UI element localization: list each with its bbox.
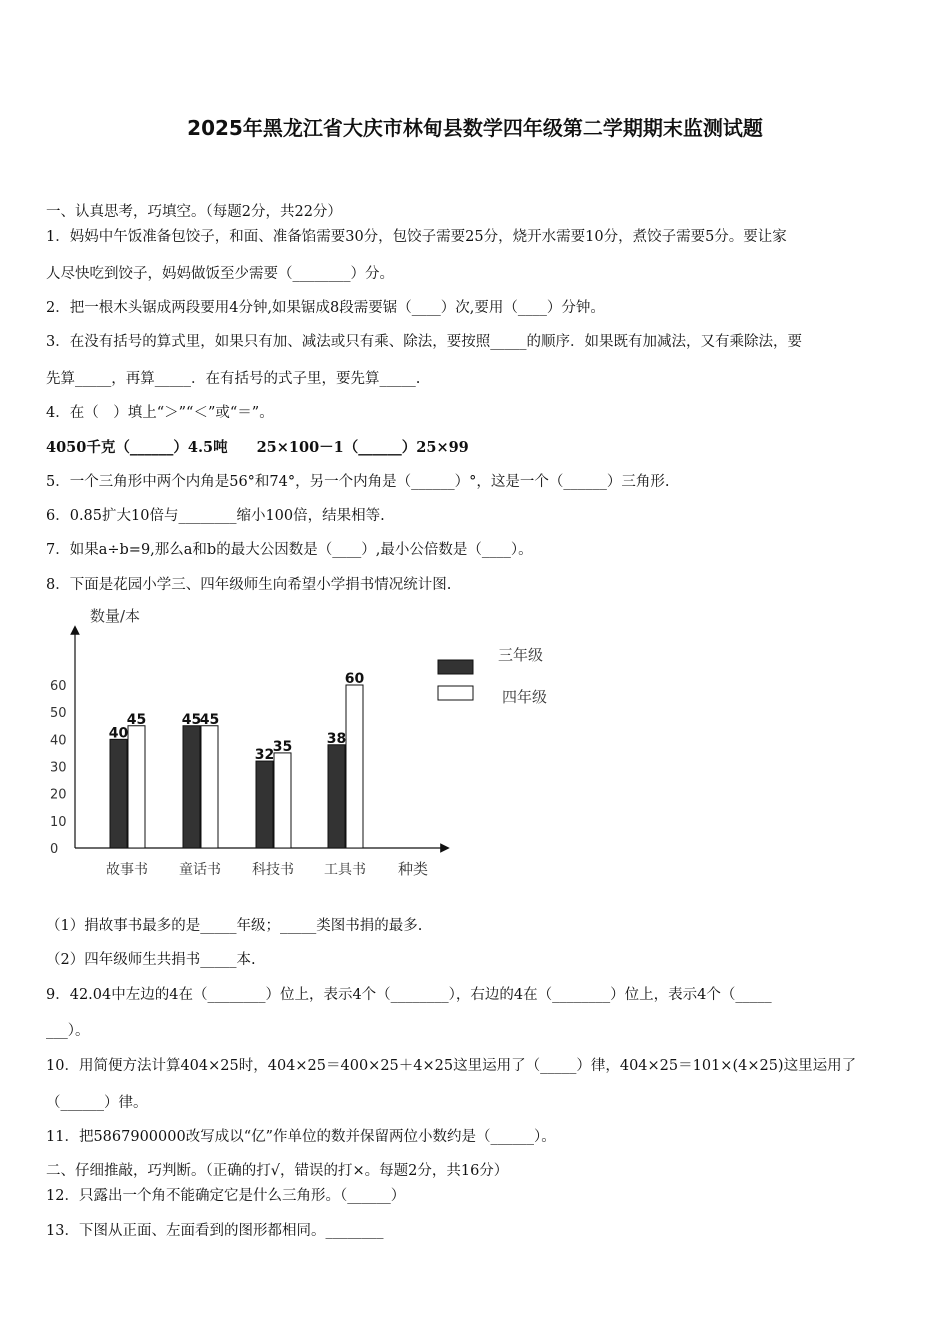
category-label: 科技书 [252,862,294,878]
bar-value-label: 38 [326,730,347,747]
question-1-cont: 人尽快吃到饺子，妈妈做饭至少需要（________）分。 [46,266,394,282]
bar-grade3 [256,761,273,848]
bar-grade4 [128,726,145,848]
question-8: 8．下面是花园小学三、四年级师生向希望小学捐书情况统计图. [46,577,452,593]
section-1-heading: 一、认真思考，巧填空。（每题2分，共22分） [46,204,342,220]
question-9-cont: ___）。 [46,1023,90,1039]
question-7: 7．如果a÷b=9,那么a和b的最大公因数是（____）,最小公倍数是（____）。 [46,542,533,558]
y-tick-label: 20 [50,787,67,803]
category-label: 故事书 [106,862,148,878]
bar-value-label: 35 [272,738,293,755]
question-2: 2．把一根木头锯成两段要用4分钟,如果锯成8段需要锯（____）次,要用（____）分钟。 [46,300,605,316]
category-label: 童话书 [179,862,221,878]
bar-value-label: 45 [199,711,220,728]
page-title: 2025年黑龙江省大庆市林甸县数学四年级第二学期期末监测试题 [187,116,763,140]
legend-label: 四年级 [502,688,548,706]
y-tick-label: 60 [50,679,67,694]
y-tick-label: 50 [50,706,67,722]
question-3: 3．在没有括号的算式里，如果只有加、减法或只有乘、除法，要按照_____的顺序．如果既有加减法，又有乘除法，要 [46,334,802,350]
y-axis-label: 数量/本 [90,607,141,625]
x-axis-label: 种类 [398,860,429,878]
bar-grade4 [346,685,363,848]
question-8-part-1: （1）捐故事书最多的是_____年级；_____类图书捐的最多. [46,918,423,934]
bar-grade3 [183,726,200,848]
bar-grade3 [328,745,345,848]
question-3-cont: 先算_____，再算_____．在有括号的式子里，要先算_____. [46,371,421,387]
question-11: 11．把5867900000改写成以“亿”作单位的数并保留两位小数约是（______）。 [46,1129,556,1145]
question-6: 6．0.85扩大10倍与________缩小100倍，结果相等. [46,508,385,524]
bar-grade4 [201,726,218,848]
question-1: 1．妈妈中午饭准备包饺子，和面、准备馅需要30分，包饺子需要25分，烧开水需要10分，煮饺子需要5分。要让家 [46,229,787,245]
y-tick-label: 10 [50,814,67,830]
y-tick-label: 30 [50,760,67,776]
legend-swatch [438,686,473,700]
bar-value-label: 40 [108,725,129,742]
category-label: 工具书 [324,862,366,878]
question-12: 12．只露出一个角不能确定它是什么三角形。（______） [46,1188,406,1204]
bar-value-label: 45 [181,711,202,728]
bar-chart [40,598,580,898]
question-10: 10．用简便方法计算404×25时，404×25＝400×25＋4×25这里运用了（_____）律，404×25＝101×(4×25)这里运用了 [46,1058,857,1074]
y-tick-label: 40 [50,733,67,749]
question-5: 5．一个三角形中两个内角是56°和74°，另一个内角是（______）°，这是一个（______）三角形. [46,474,670,490]
question-4: 4．在（ ）填上“＞”“＜”或“＝”。 [46,405,274,421]
question-4-items: 4050千克（______）4.5吨 25×100－1（______）25×99 [46,439,469,456]
legend-swatch [438,660,473,674]
question-9: 9．42.04中左边的4在（________）位上，表示4个（________），右边的4在（________）位上，表示4个（_____ [46,987,772,1003]
bar-value-label: 32 [254,747,275,764]
y-tick-label: 0 [50,842,59,857]
section-2-heading: 二、仔细推敲，巧判断。（正确的打√，错误的打×。每题2分，共16分） [46,1163,509,1179]
bar-grade3 [110,739,127,848]
question-13: 13．下图从正面、左面看到的图形都相同。________ [46,1223,384,1239]
question-10-cont: （______）律。 [46,1095,148,1111]
bar-value-label: 45 [126,711,147,728]
bar-grade4 [274,753,291,848]
bar-value-label: 60 [344,671,365,687]
question-8-part-2: （2）四年级师生共捐书_____本. [46,952,256,968]
legend-label: 三年级 [498,646,544,664]
